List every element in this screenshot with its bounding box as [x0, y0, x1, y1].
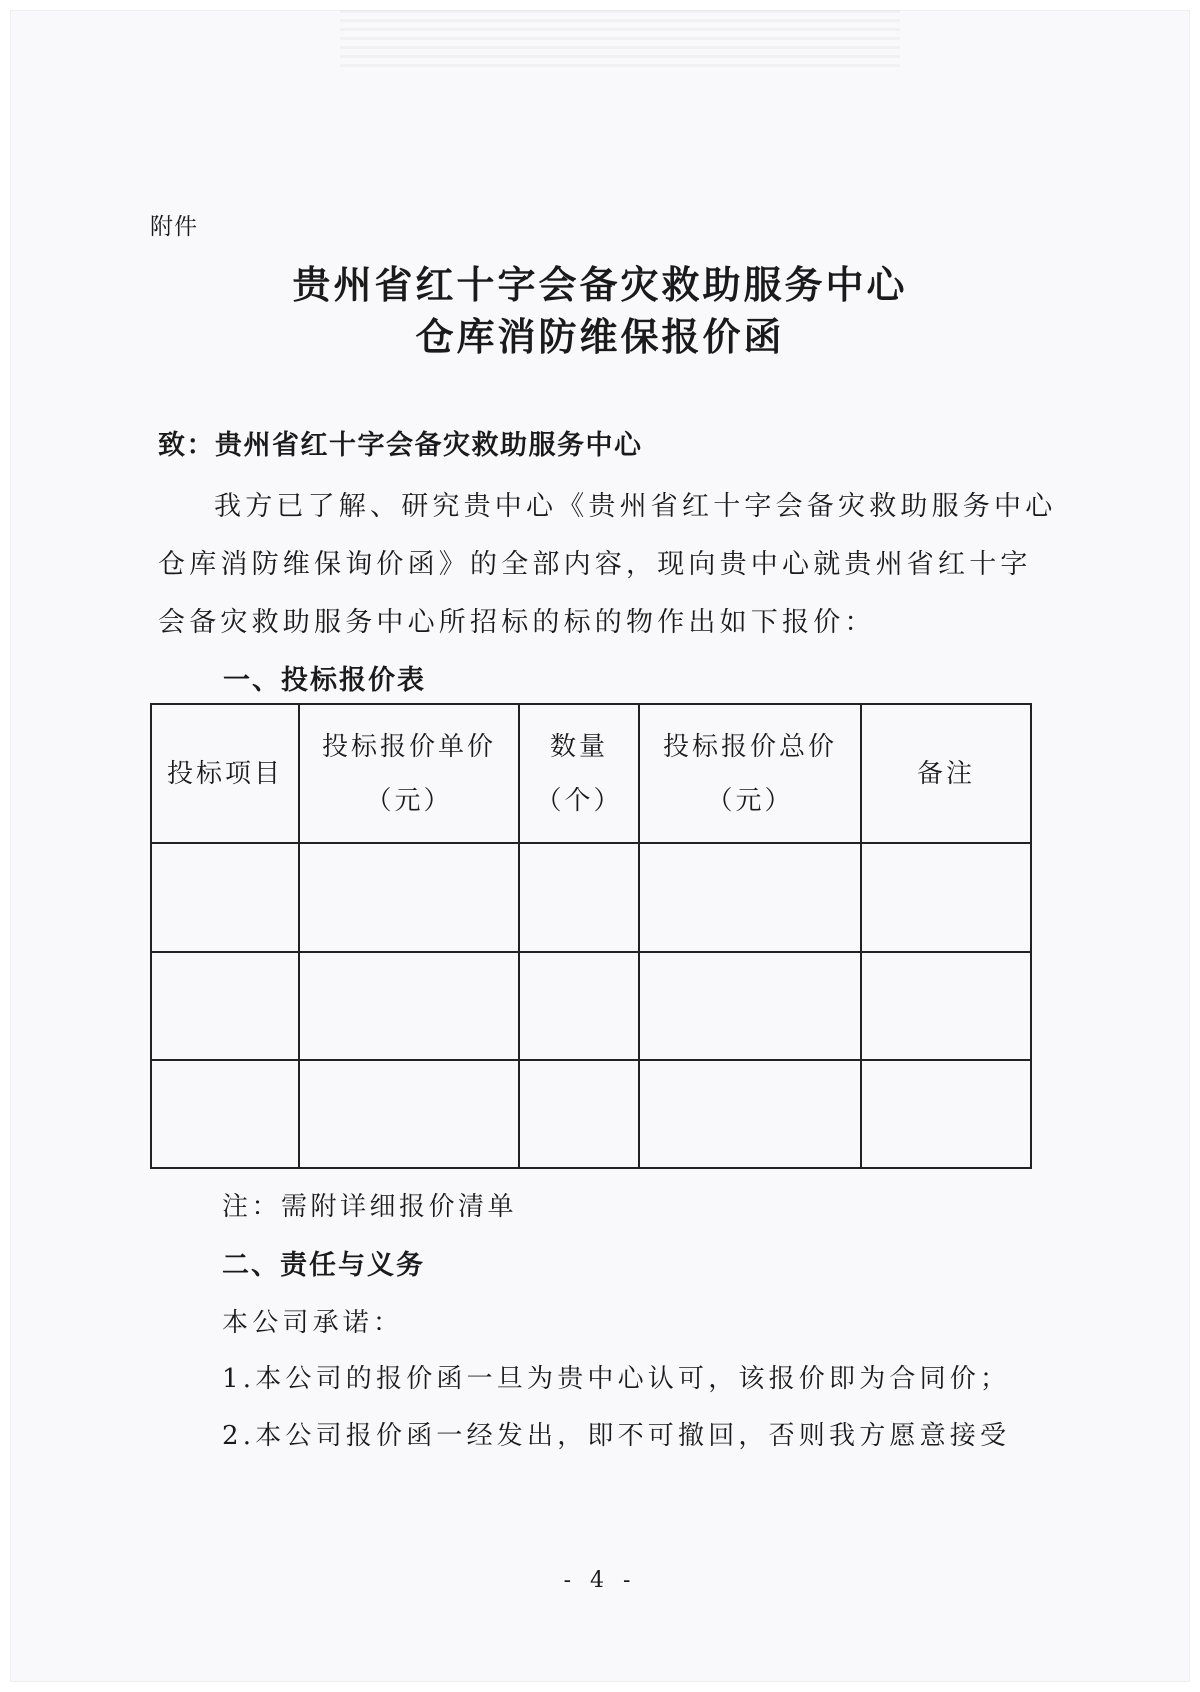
- table-cell: [519, 952, 639, 1060]
- table-note: 注：需附详细报价清单: [222, 1192, 518, 1222]
- document-title-line1: 贵州省红十字会备灾救助服务中心: [292, 263, 908, 307]
- table-cell: [519, 1060, 639, 1168]
- page-number: - 4 -: [563, 1568, 637, 1593]
- scan-artifact: [340, 10, 900, 70]
- attachment-label: 附件: [150, 214, 198, 240]
- table-cell: [519, 843, 639, 951]
- quote-table: [150, 703, 1032, 1169]
- commitment-lead: 本公司承诺：: [222, 1308, 404, 1338]
- table-cell: [299, 1060, 519, 1168]
- table-cell: [861, 843, 1031, 951]
- table-cell: [861, 1060, 1031, 1168]
- table-row: [151, 843, 1031, 951]
- header-cell: 投标项目: [151, 704, 299, 843]
- table-cell: [151, 952, 299, 1060]
- table-cell: [151, 1060, 299, 1168]
- table-cell: [151, 843, 299, 951]
- addressee: 致：贵州省红十字会备灾救助服务中心: [158, 430, 643, 461]
- table-cell: [639, 1060, 861, 1168]
- header-cell: 备注: [861, 704, 1031, 843]
- section-heading-obligations: 二、责任与义务: [222, 1250, 425, 1281]
- header-cell: 数量 （个）: [519, 704, 639, 843]
- commitment-item: 2.本公司报价函一经发出，即不可撤回，否则我方愿意接受: [222, 1421, 1011, 1451]
- table-cell: [639, 952, 861, 1060]
- table-cell: [299, 843, 519, 951]
- table-cell: [299, 952, 519, 1060]
- table-row: [151, 1060, 1031, 1168]
- table-cell: [639, 843, 861, 951]
- document-title-line2: 仓库消防维保报价函: [415, 315, 785, 359]
- header-cell: 投标报价总价 （元）: [639, 704, 861, 843]
- section-heading-quote-table: 一、投标报价表: [223, 665, 426, 696]
- intro-paragraph: [158, 478, 1058, 652]
- table-header-row: [151, 704, 1031, 843]
- header-cell: 投标报价单价 （元）: [299, 704, 519, 843]
- table-cell: [861, 952, 1031, 1060]
- commitment-item: 1.本公司的报价函一旦为贵中心认可，该报价即为合同价；: [222, 1364, 1011, 1394]
- intro-text: 我方已了解、研究贵中心《贵州省红十字会备灾救助服务中心仓库消防维保询价函》的全部内容，现向贵中心就贵州省红十字会备灾救助服务中心所招标的标的物作出如下报价：: [158, 491, 1057, 638]
- table-row: [151, 952, 1031, 1060]
